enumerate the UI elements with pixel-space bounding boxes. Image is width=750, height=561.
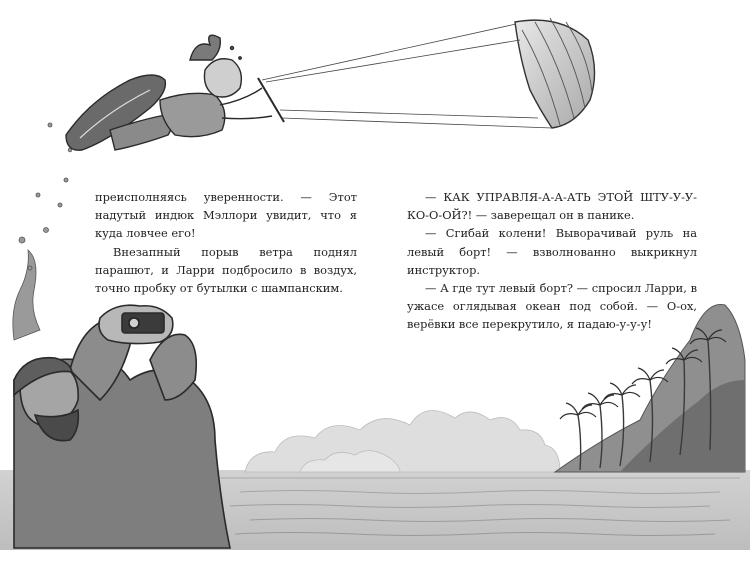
man-with-camera-icon bbox=[14, 305, 230, 548]
parachute-kite-icon bbox=[262, 18, 595, 128]
water-splash bbox=[13, 123, 72, 340]
right-text-column bbox=[407, 188, 697, 334]
left-paragraph-1: преисполняясь уверенности. — Этот надутый индюк Мэллори увидит, что я куда ловчее его! bbox=[95, 190, 357, 241]
left-paragraph-2: Внезапный порыв ветра поднял парашют, и Ларри подбросило в воздух, точно пробку от бутылки с шампанским. bbox=[95, 244, 357, 296]
clouds bbox=[245, 410, 560, 472]
kitesurfer-character-icon bbox=[66, 35, 284, 150]
right-paragraph-1: — КАК УПРАВЛЯ-А-А-АТЬ ЭТОЙ ШТУ-У-У-КО-О-ОЙ?! — заверещал он в панике. bbox=[407, 190, 697, 223]
left-text-column bbox=[95, 188, 357, 297]
right-paragraph-3: — А где тут левый борт? — спросил Ларри, в ужасе оглядывая океан под собой. — О-ох, верёвки все перекрутило, я падаю-у-у-у! bbox=[407, 281, 697, 332]
right-paragraph-2: — Сгибай колени! Выворачивай руль на левый борт! — взволнованно выкрикнул инструктор. bbox=[407, 226, 697, 277]
